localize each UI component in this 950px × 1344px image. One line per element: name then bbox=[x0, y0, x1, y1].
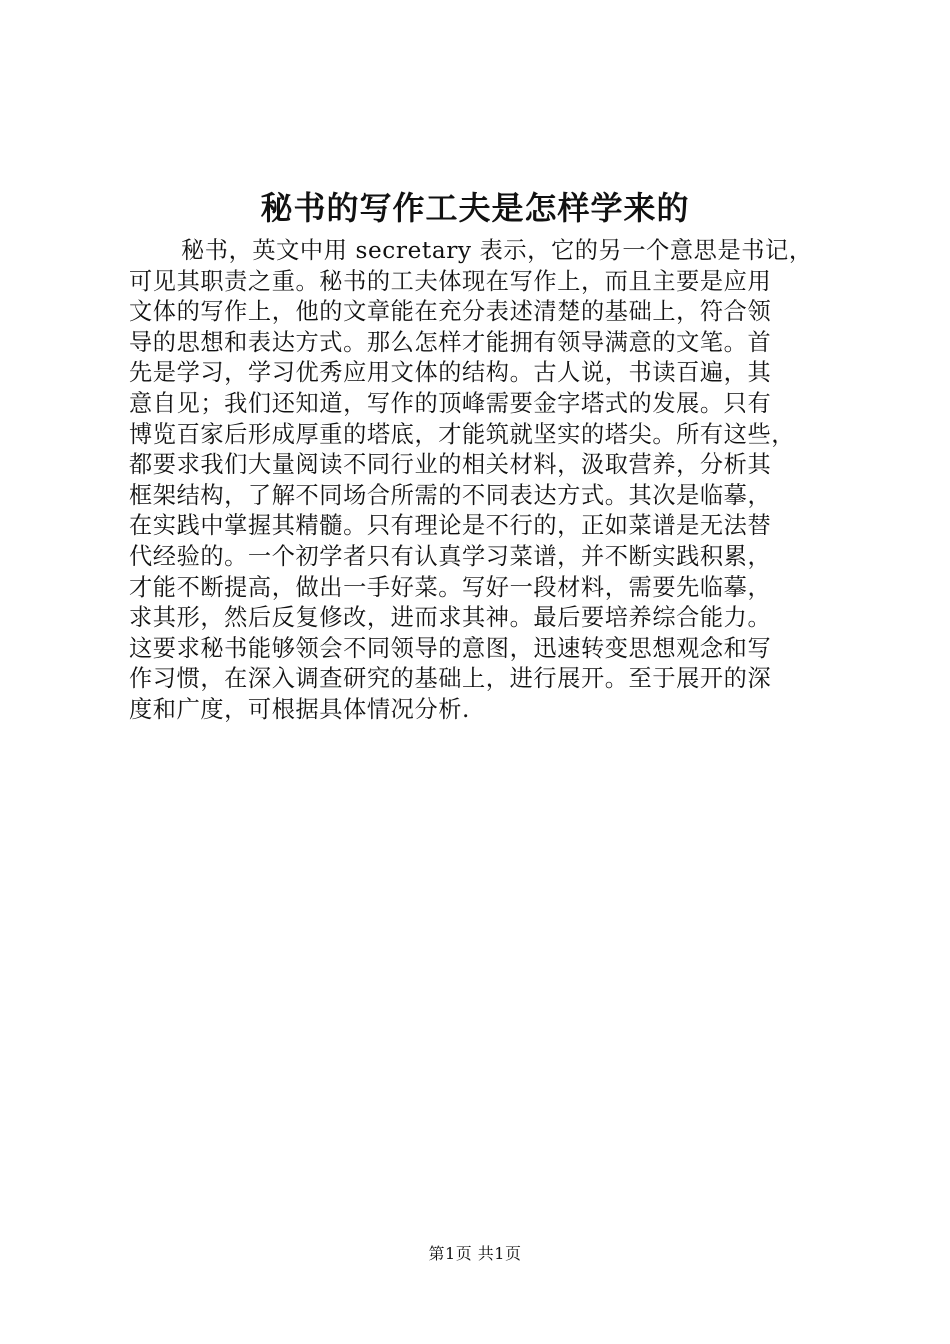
body-line-5: 先是学习，学习优秀应用文体的结构。古人说，书读百遍，其 bbox=[129, 359, 772, 387]
body-line-10: 在实践中掌握其精髓。只有理论是不行的，正如菜谱是无法替 bbox=[129, 512, 772, 540]
document-title: 秘书的写作工夫是怎样学来的 bbox=[260, 189, 690, 227]
body-line-2: 可见其职责之重。秘书的工夫体现在写作上，而且主要是应用 bbox=[129, 267, 772, 295]
body-line-14: 这要求秘书能够领会不同领导的意图，迅速转变思想观念和写 bbox=[129, 634, 772, 662]
body-line-9: 框架结构，了解不同场合所需的不同表达方式。其次是临摹， bbox=[129, 481, 772, 509]
body-line-3: 文体的写作上，他的文章能在充分表述清楚的基础上，符合领 bbox=[129, 298, 772, 326]
body-line-13: 求其形，然后反复修改，进而求其神。最后要培养综合能力。 bbox=[129, 604, 772, 632]
body-line-1: 秘书，英文中用 secretary 表示，它的另一个意思是书记， bbox=[181, 237, 813, 264]
body-line-4: 导的思想和表达方式。那么怎样才能拥有领导满意的文笔。首 bbox=[129, 328, 772, 356]
page-footer: 第1页 共1页 bbox=[428, 1244, 522, 1263]
body-line-12: 才能不断提高，做出一手好菜。写好一段材料，需要先临摹， bbox=[129, 573, 772, 601]
body-line-8: 都要求我们大量阅读不同行业的相关材料，汲取营养，分析其 bbox=[129, 451, 772, 479]
body-line-11: 代经验的。一个初学者只有认真学习菜谱，并不断实践积累， bbox=[129, 542, 772, 570]
body-line-6: 意自见；我们还知道，写作的顶峰需要金字塔式的发展。只有 bbox=[129, 389, 772, 417]
body-line-7: 博览百家后形成厚重的塔底，才能筑就坚实的塔尖。所有这些， bbox=[129, 420, 796, 448]
document-body bbox=[129, 236, 839, 726]
body-line-15: 作习惯，在深入调查研究的基础上，进行展开。至于展开的深 bbox=[129, 665, 772, 693]
body-line-16: 度和广度，可根据具体情况分析. bbox=[129, 695, 470, 723]
